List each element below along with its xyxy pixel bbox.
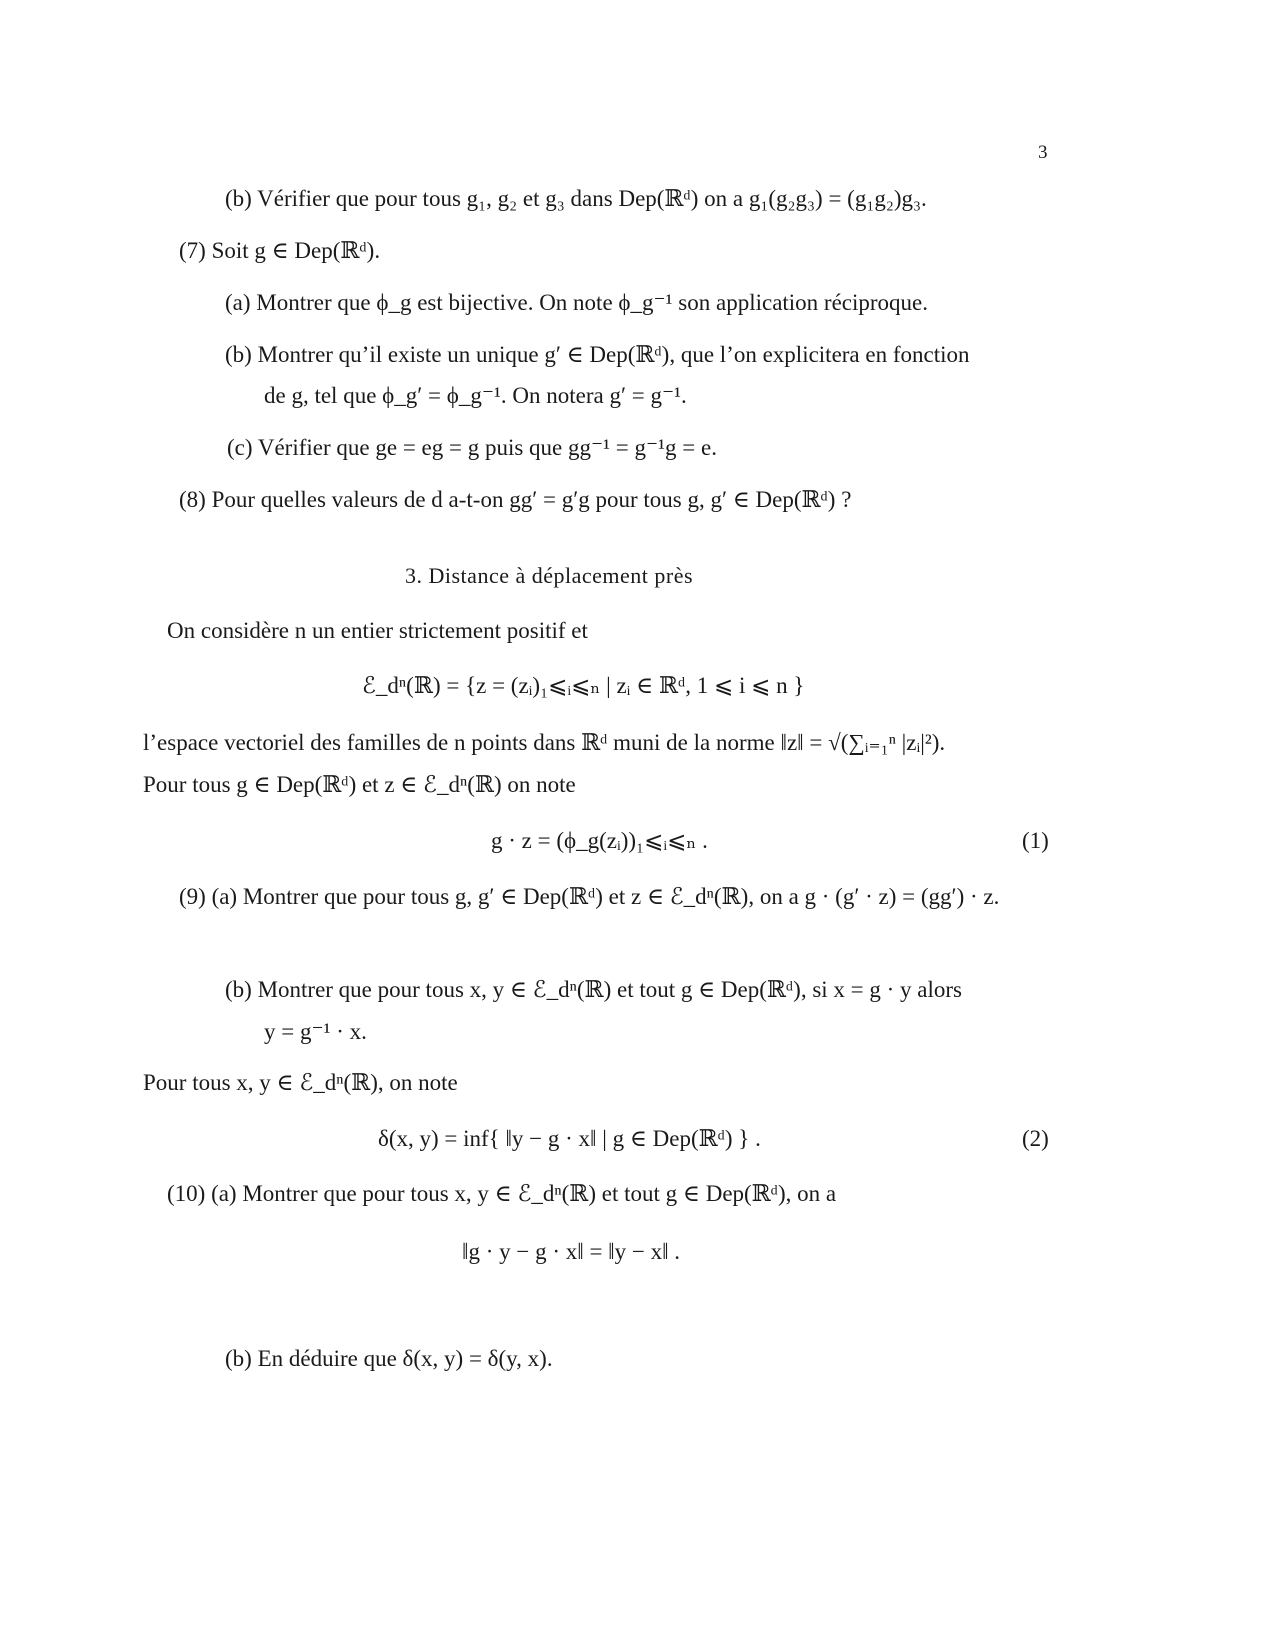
- item-10a: (10) (a) Montrer que pour tous x, y ∈ ℰ_dⁿ(ℝ) et tout g ∈ Dep(ℝᵈ), on a: [167, 1181, 837, 1206]
- item-6b: (b) Vérifier que pour tous g₁, g₂ et g₃ dans Dep(ℝᵈ) on a g₁(g₂g₃) = (g₁g₂)g₃.: [225, 186, 927, 211]
- item-9b-line1: (b) Montrer que pour tous x, y ∈ ℰ_dⁿ(ℝ) et tout g ∈ Dep(ℝᵈ), si x = g · y alors: [225, 977, 963, 1002]
- item-7a: (a) Montrer que ϕ_g est bijective. On note ϕ_g⁻¹ son application réciproque.: [225, 290, 929, 315]
- norm-definition-line: l’espace vectoriel des familles de n points dans ℝᵈ muni de la norme ‖z‖ = √(∑ᵢ₌₁ⁿ |zᵢ|²).: [143, 730, 946, 755]
- item-7b-line1: (b) Montrer qu’il existe un unique g′ ∈ Dep(ℝᵈ), que l’on explicitera en fonction: [225, 342, 970, 367]
- item-7: (7) Soit g ∈ Dep(ℝᵈ).: [179, 238, 381, 263]
- equation-number-2: (2): [1022, 1126, 1049, 1151]
- equation-number-1: (1): [1022, 828, 1049, 853]
- page-number: 3: [1038, 142, 1048, 163]
- action-intro-line: Pour tous g ∈ Dep(ℝᵈ) et z ∈ ℰ_dⁿ(ℝ) on note: [143, 772, 576, 797]
- space-definition-formula: ℰ_dⁿ(ℝ) = {z = (zᵢ)₁⩽ᵢ⩽ₙ | zᵢ ∈ ℝᵈ, 1 ⩽ i ⩽ n }: [362, 673, 805, 698]
- item-7b-line2: de g, tel que ϕ_g′ = ϕ_g⁻¹. On notera g′ = g⁻¹.: [264, 383, 687, 408]
- item-9b-line2: y = g⁻¹ · x.: [264, 1019, 367, 1044]
- item-10b: (b) En déduire que δ(x, y) = δ(y, x).: [225, 1346, 553, 1371]
- item-9a: (9) (a) Montrer que pour tous g, g′ ∈ Dep(ℝᵈ) et z ∈ ℰ_dⁿ(ℝ), on a g · (g′ · z) = (gg′) · z.: [179, 884, 1000, 909]
- delta-formula: δ(x, y) = inf{ ‖y − g · x‖ | g ∈ Dep(ℝᵈ) } .: [378, 1126, 761, 1151]
- delta-intro-line: Pour tous x, y ∈ ℰ_dⁿ(ℝ), on note: [143, 1070, 458, 1095]
- action-formula: g · z = (ϕ_g(zᵢ))₁⩽ᵢ⩽ₙ .: [491, 828, 708, 853]
- isometry-formula: ‖g · y − g · x‖ = ‖y − x‖ .: [462, 1239, 681, 1264]
- intro-line: On considère n un entier strictement positif et: [167, 618, 588, 643]
- item-7c: (c) Vérifier que ge = eg = g puis que gg⁻¹ = g⁻¹g = e.: [227, 435, 717, 460]
- item-8: (8) Pour quelles valeurs de d a-t-on gg′ = g′g pour tous g, g′ ∈ Dep(ℝᵈ) ?: [179, 487, 852, 512]
- section-title: 3. Distance à déplacement près: [405, 563, 694, 588]
